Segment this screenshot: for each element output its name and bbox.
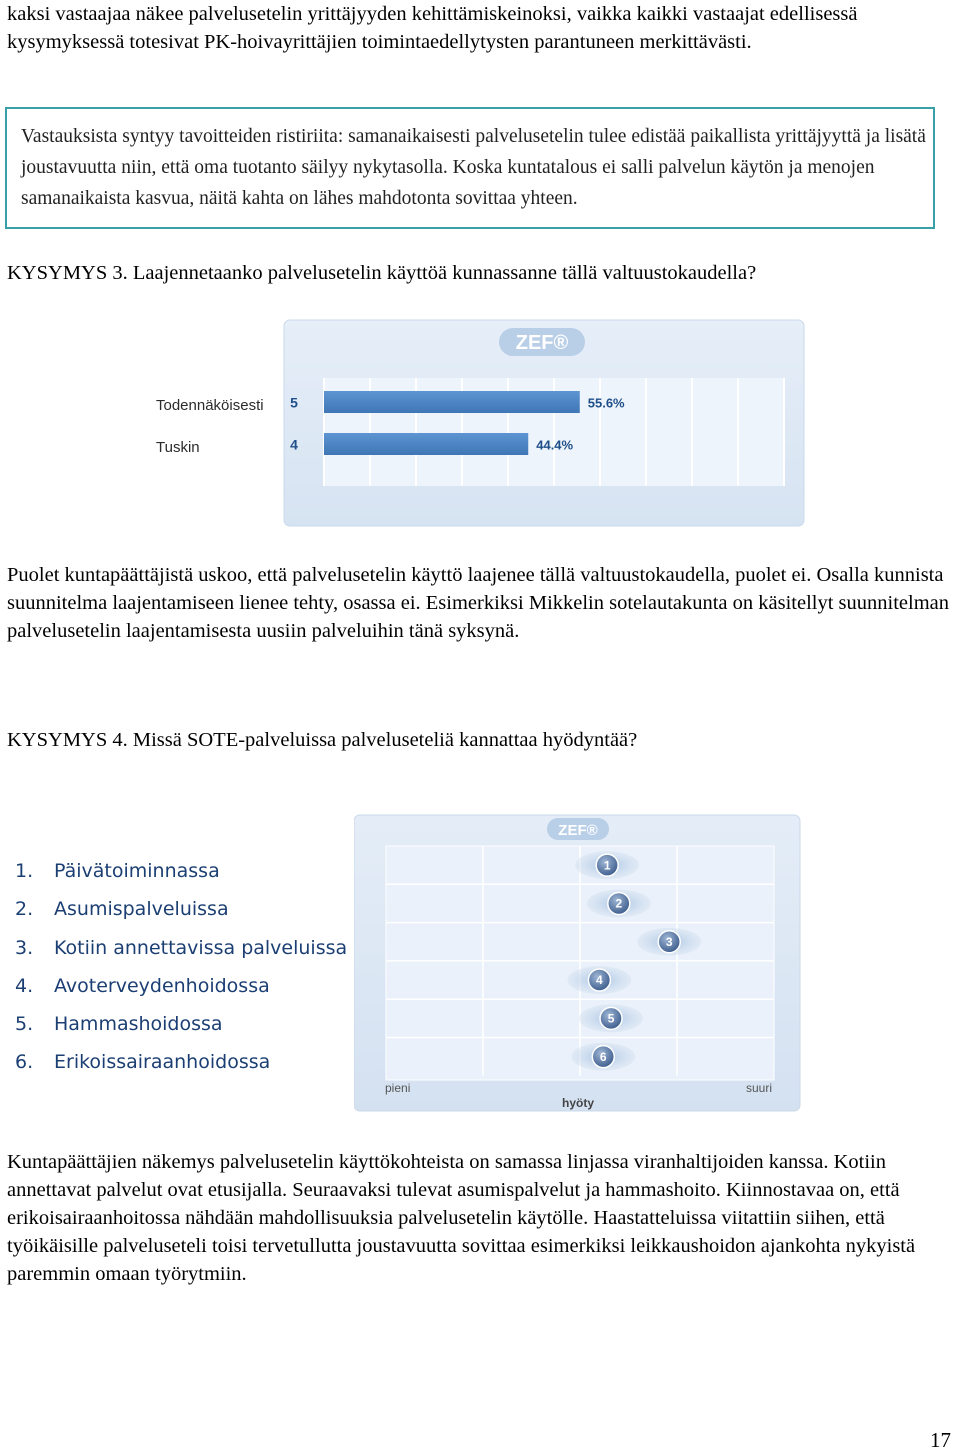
zef-logo-text: ZEF® <box>515 332 569 354</box>
question-3-heading: KYSYMYS 3. Laajennetaanko palvelusetelin käyttöä kunnassanne tällä valtuustokaudella? <box>7 262 757 284</box>
axis-title: hyöty <box>561 1096 595 1110</box>
service-option <box>15 894 347 932</box>
callout-box <box>5 107 935 229</box>
question-4-heading: KYSYMYS 4. Missä SOTE-palveluissa palveluseteliä kannattaa hyödyntää? <box>7 729 638 751</box>
chart2-marker-label: 2 <box>615 896 623 911</box>
service-option <box>15 1047 347 1085</box>
service-option <box>15 1009 347 1047</box>
chart2-marker-label: 4 <box>596 973 603 988</box>
chart2-marker-label: 3 <box>665 934 673 949</box>
chart1-category-label: Tuskin <box>156 438 200 456</box>
chart2-marker-label: 1 <box>603 858 611 873</box>
benefit-scale-chart <box>354 813 802 1113</box>
chart1-value-label: 55.6% <box>587 395 625 411</box>
chart1-scale-label: 5 <box>290 394 298 411</box>
service-option-label: Avoterveydenhoidossa <box>54 974 270 997</box>
zef-logo <box>547 818 609 840</box>
service-option <box>15 971 347 1009</box>
service-option-label: Päivätoiminnassa <box>54 860 220 882</box>
service-option-number: 2. <box>15 898 34 921</box>
axis-min-label: pieni <box>385 1081 411 1095</box>
after-q4-paragraph: Kuntapäättäjien näkemys palvelusetelin käyttökohteista on samassa linjassa viranhaltijoiden kanssa. Kotiin annettavat palvelut ovat etusijalla. Seuraavaksi tulevat asumispalvelut ja hammashoito. Kiinnostavaa on, että erikoisairaanhoitossa nähdään mahdollisuuksia palvelusetelin käytölle. Haastatteluissa viitattiin siihen, että työikäisille palveluseteli toisi tervetullutta joustavuutta sovittaa esimerkiksi leikkaushoidon ajankohta nykyistä paremmin omaan työrytmiin. <box>7 1151 916 1285</box>
service-option <box>15 933 347 971</box>
service-option-number: 3. <box>15 936 34 959</box>
zef-logo <box>499 328 585 356</box>
zef-logo-text: ZEF® <box>558 822 598 839</box>
service-option-label: Asumispalveluissa <box>54 898 229 921</box>
service-option-label: Erikoissairaanhoidossa <box>54 1051 271 1074</box>
chart1-category-label: Todennäköisesti <box>156 396 264 414</box>
chart2-marker-label: 5 <box>607 1011 615 1026</box>
axis-max-label: suuri <box>745 1081 772 1095</box>
likelihood-bar-chart <box>148 318 808 530</box>
page-number: 17 <box>930 1428 951 1452</box>
service-option-number: 1. <box>15 860 34 882</box>
service-option-number: 5. <box>15 1013 34 1036</box>
chart1-value-label: 44.4% <box>536 437 574 453</box>
chart1-scale-label: 4 <box>290 436 298 453</box>
chart1-bar <box>324 391 580 413</box>
service-option-number: 4. <box>15 974 34 997</box>
service-option <box>15 856 347 894</box>
callout-text: Vastauksista syntyy tavoitteiden ristiriita: samanaikaisesti palvelusetelin tulee edistää paikallista yrittäjyyttä ja lisätä joustavuutta niin, että oma tuotanto säilyy nykytasolla. Koska kuntatalous ei salli palvelun käytön ja menojen samanaikaista kasvua, näitä kahta on lähes mahdotonta sovittaa yhteen. <box>21 126 926 209</box>
chart2-marker-label: 6 <box>599 1049 607 1064</box>
service-option-number: 6. <box>15 1051 34 1074</box>
service-option-label: Kotiin annettavissa palveluissa <box>54 936 348 959</box>
after-q3-paragraph: Puolet kuntapäättäjistä uskoo, että palvelusetelin käyttö laajenee tällä valtuustokaudella, puolet ei. Osalla kunnista suunnitelma laajentamiseen lienee tehty, osassa ei. Esimerkiksi Mikkelin sotelautakunta on käsitellyt suunnitelman palvelusetelin laajentamisesta uusiin palveluihin tänä syksynä. <box>7 564 950 642</box>
intro-paragraph: kaksi vastaajaa näkee palvelusetelin yrittäjyyden kehittämiskeinoksi, vaikka kaikki vastaajat edellisessä kysymyksessä totesivat PK-hoivayrittäjien toimintaedellytysten parantuneen merkittävästi. <box>7 3 858 53</box>
service-option-label: Hammashoidossa <box>54 1013 223 1036</box>
chart1-bar <box>324 433 528 455</box>
service-options-list <box>15 856 347 1086</box>
